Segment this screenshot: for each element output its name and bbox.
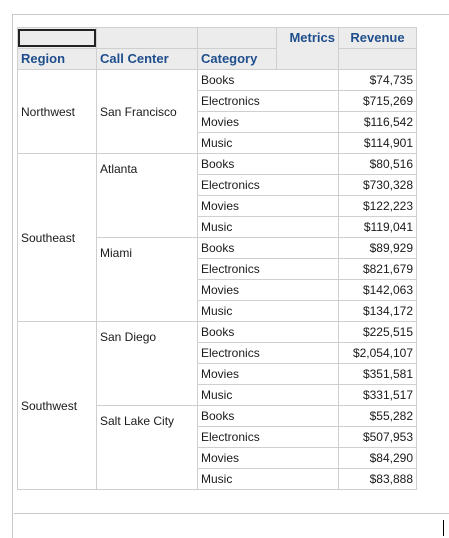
revenue-cell[interactable]: $116,542 xyxy=(339,112,417,133)
table-row xyxy=(18,154,417,175)
table-row xyxy=(18,322,417,343)
category-cell[interactable]: Books xyxy=(198,238,339,259)
category-cell[interactable]: Electronics xyxy=(198,259,339,280)
revenue-cell[interactable]: $74,735 xyxy=(339,70,417,91)
call-center-cell[interactable]: Atlanta xyxy=(97,154,198,238)
category-cell[interactable]: Electronics xyxy=(198,343,339,364)
category-cell[interactable]: Books xyxy=(198,406,339,427)
revenue-cell[interactable]: $122,223 xyxy=(339,196,417,217)
table-row xyxy=(18,70,417,91)
revenue-cell[interactable]: $2,054,107 xyxy=(339,343,417,364)
category-header[interactable]: Category xyxy=(198,49,277,70)
pane-left-border xyxy=(12,14,13,538)
category-cell[interactable]: Movies xyxy=(198,448,339,469)
text-cursor xyxy=(443,520,444,536)
revenue-cell[interactable]: $715,269 xyxy=(339,91,417,112)
revenue-cell[interactable]: $55,282 xyxy=(339,406,417,427)
revenue-cell[interactable]: $114,901 xyxy=(339,133,417,154)
call-center-header[interactable]: Call Center xyxy=(97,49,198,70)
header-row-attributes xyxy=(18,49,417,70)
call-center-cell[interactable]: Salt Lake City xyxy=(97,406,198,490)
category-cell[interactable]: Movies xyxy=(198,280,339,301)
category-cell[interactable]: Books xyxy=(198,154,339,175)
call-center-cell[interactable]: San Francisco xyxy=(97,70,198,154)
grid-corner-cell[interactable] xyxy=(18,28,97,49)
revenue-cell[interactable]: $225,515 xyxy=(339,322,417,343)
header-blank-cell xyxy=(198,28,277,49)
revenue-cell[interactable]: $142,063 xyxy=(339,280,417,301)
revenue-grid xyxy=(17,27,417,490)
revenue-cell[interactable]: $821,679 xyxy=(339,259,417,280)
category-cell[interactable]: Electronics xyxy=(198,427,339,448)
category-cell[interactable]: Music xyxy=(198,469,339,490)
category-cell[interactable]: Books xyxy=(198,322,339,343)
grid-bottom-rule xyxy=(14,513,449,514)
category-cell[interactable]: Music xyxy=(198,217,339,238)
revenue-cell[interactable]: $351,581 xyxy=(339,364,417,385)
revenue-cell[interactable]: $84,290 xyxy=(339,448,417,469)
category-cell[interactable]: Electronics xyxy=(198,175,339,196)
revenue-cell[interactable]: $89,929 xyxy=(339,238,417,259)
region-cell[interactable]: Northwest xyxy=(18,70,97,154)
category-cell[interactable]: Movies xyxy=(198,196,339,217)
category-cell[interactable]: Electronics xyxy=(198,91,339,112)
region-cell[interactable]: Southwest xyxy=(18,322,97,490)
revenue-cell[interactable]: $331,517 xyxy=(339,385,417,406)
header-blank-cell xyxy=(339,49,417,70)
revenue-cell[interactable]: $83,888 xyxy=(339,469,417,490)
metrics-header[interactable]: Metrics xyxy=(277,28,339,70)
call-center-cell[interactable]: Miami xyxy=(97,238,198,322)
category-cell[interactable]: Movies xyxy=(198,112,339,133)
revenue-cell[interactable]: $134,172 xyxy=(339,301,417,322)
revenue-header[interactable]: Revenue xyxy=(339,28,417,49)
call-center-cell[interactable]: San Diego xyxy=(97,322,198,406)
header-blank-cell xyxy=(97,28,198,49)
header-row-metrics xyxy=(18,28,417,49)
pane-top-border xyxy=(12,14,449,15)
region-cell[interactable]: Southeast xyxy=(18,154,97,322)
revenue-cell[interactable]: $730,328 xyxy=(339,175,417,196)
category-cell[interactable]: Music xyxy=(198,133,339,154)
region-header[interactable]: Region xyxy=(18,49,97,70)
revenue-cell[interactable]: $80,516 xyxy=(339,154,417,175)
corner-selection-box xyxy=(18,29,96,47)
category-cell[interactable]: Movies xyxy=(198,364,339,385)
revenue-cell[interactable]: $507,953 xyxy=(339,427,417,448)
category-cell[interactable]: Music xyxy=(198,385,339,406)
revenue-cell[interactable]: $119,041 xyxy=(339,217,417,238)
category-cell[interactable]: Music xyxy=(198,301,339,322)
category-cell[interactable]: Books xyxy=(198,70,339,91)
